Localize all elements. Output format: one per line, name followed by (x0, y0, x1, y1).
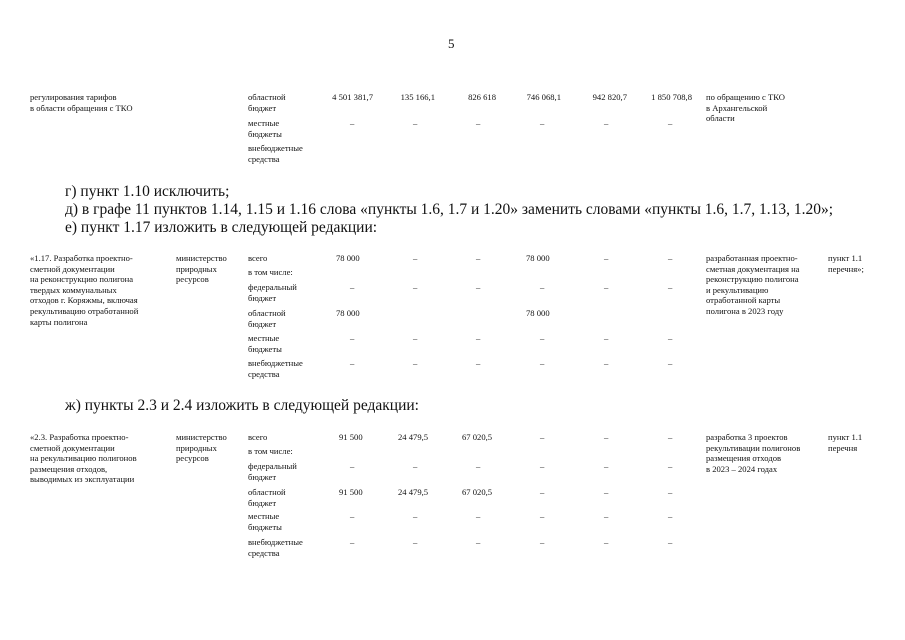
value-cell: – (604, 511, 609, 521)
source-label (248, 282, 297, 303)
result-line: в Архангельской (706, 102, 768, 113)
executor-line: ресурсов (176, 453, 209, 464)
result-line: и рекультивацию (706, 284, 769, 295)
source-line: областной (248, 308, 286, 318)
name-line: сметной документации (30, 263, 115, 274)
reference-line: пункт 1.1 (828, 432, 863, 442)
reference (828, 253, 864, 274)
source-line: бюджеты (248, 343, 282, 354)
expected-result (706, 253, 799, 317)
source-line: бюджет (248, 318, 277, 329)
source-line: бюджет (248, 471, 277, 482)
name-line: выводимых из эксплуатации (30, 474, 135, 485)
reference-line: пункт 1.1 (828, 253, 863, 263)
source-line: средства (248, 547, 280, 558)
result-line: в 2023 – 2024 годах (706, 463, 778, 474)
value-cell: – (476, 333, 481, 343)
value-cell: 746 068,1 (526, 92, 561, 102)
value-cell: – (476, 118, 481, 128)
source-label (248, 461, 297, 482)
item-name (30, 253, 138, 327)
source-line: бюджеты (248, 521, 282, 532)
source-line: средства (248, 153, 280, 164)
value-cell: – (540, 432, 545, 442)
executor (176, 253, 227, 285)
value-cell: – (413, 118, 418, 128)
value-cell: – (540, 118, 545, 128)
value-cell: 24 479,5 (398, 487, 429, 497)
source-label (248, 487, 286, 508)
source-label (248, 92, 286, 113)
result-line: области (706, 113, 735, 124)
value-cell: 78 000 (526, 308, 550, 318)
source-label (248, 358, 303, 379)
source-line: бюджет (248, 497, 277, 508)
value-cell: – (668, 118, 673, 128)
value-cell: 1 850 708,8 (651, 92, 692, 102)
reference (828, 432, 862, 453)
value-cell: – (668, 461, 673, 471)
value-cell: – (668, 253, 673, 263)
value-cell: – (540, 461, 545, 471)
value-cell: 135 166,1 (400, 92, 435, 102)
value-cell: – (476, 537, 481, 547)
source-line: средства (248, 368, 280, 379)
executor-line: природных (176, 442, 217, 453)
result-line: по обращению с ТКО (706, 92, 785, 102)
page-number: 5 (448, 36, 455, 51)
value-cell: – (668, 432, 673, 442)
value-cell: – (350, 118, 355, 128)
executor-line: природных (176, 263, 217, 274)
source-label: в том числе: (248, 267, 293, 277)
value-cell: – (350, 511, 355, 521)
value-cell: – (540, 537, 545, 547)
value-cell: 67 020,5 (462, 432, 493, 442)
name-line: на рекультивацию полигонов (30, 453, 137, 464)
source-label (248, 333, 282, 354)
executor-line: министерство (176, 253, 227, 263)
value-cell: 78 000 (336, 253, 360, 263)
value-cell: – (604, 358, 609, 368)
amendment-zh: ж) пункты 2.3 и 2.4 изложить в следующей редакции: (65, 397, 419, 414)
value-cell: – (350, 358, 355, 368)
value-cell: – (604, 432, 609, 442)
reference-line: перечня»; (828, 263, 864, 274)
name-line: твердых коммунальных (30, 284, 117, 295)
source-line: местные (248, 333, 280, 343)
value-cell: – (413, 358, 418, 368)
name-line: «1.17. Разработка проектно- (30, 253, 133, 263)
value-cell: – (540, 358, 545, 368)
source-label (248, 537, 303, 558)
value-cell: – (476, 461, 481, 471)
source-line: бюджет (248, 292, 277, 303)
name-line: карты полигона (30, 316, 88, 327)
amendment-d: д) в графе 11 пунктов 1.14, 1.15 и 1.16 слова «пункты 1.6, 1.7 и 1.20» заменить словами «пункты 1.6, 1.7, 1.13, 1.20»; (65, 201, 834, 218)
source-line: местные (248, 118, 280, 128)
top-item-name (30, 92, 133, 113)
source-line: областной (248, 487, 286, 497)
value-cell: – (476, 282, 481, 292)
value-cell: – (413, 253, 418, 263)
result-line: отработанной карты (706, 295, 781, 306)
source-line: федеральный (248, 282, 297, 292)
value-cell: 91 500 (339, 432, 363, 442)
value-cell: – (668, 511, 673, 521)
source-line: федеральный (248, 461, 297, 471)
value-cell: – (476, 253, 481, 263)
name-line: в области обращения с ТКО (30, 102, 133, 113)
result-line: разработанная проектно- (706, 253, 798, 263)
value-cell: – (350, 282, 355, 292)
reference-line: перечня (828, 442, 858, 453)
value-cell: 67 020,5 (462, 487, 493, 497)
item-name (30, 432, 137, 485)
source-label: всего (248, 432, 268, 442)
result-line: разработка 3 проектов (706, 432, 788, 442)
executor-line: ресурсов (176, 274, 209, 285)
expected-result (706, 432, 800, 474)
source-line: внебюджетные (248, 537, 303, 547)
source-label: в том числе: (248, 446, 293, 456)
value-cell: – (604, 253, 609, 263)
value-cell: – (540, 282, 545, 292)
value-cell: – (668, 358, 673, 368)
value-cell: – (413, 333, 418, 343)
value-cell: – (604, 118, 609, 128)
value-cell: 78 000 (526, 253, 550, 263)
value-cell: 91 500 (339, 487, 363, 497)
value-cell: – (540, 333, 545, 343)
value-cell: 24 479,5 (398, 432, 429, 442)
source-line: областной (248, 92, 286, 102)
expected-result (706, 92, 785, 124)
value-cell: – (604, 333, 609, 343)
result-line: сметная документация на (706, 263, 800, 274)
value-cell: – (476, 511, 481, 521)
value-cell: – (413, 461, 418, 471)
value-cell: – (604, 487, 609, 497)
result-line: реконструкцию полигона (706, 274, 799, 285)
source-line: бюджеты (248, 128, 282, 139)
source-label (248, 118, 282, 139)
value-cell: – (413, 511, 418, 521)
value-cell: – (540, 487, 545, 497)
amendment-e: е) пункт 1.17 изложить в следующей редакции: (65, 219, 378, 236)
value-cell: 826 618 (468, 92, 496, 102)
name-line: сметной документации (30, 442, 115, 453)
value-cell: 4 501 381,7 (332, 92, 373, 102)
result-line: размещения отходов (706, 453, 782, 464)
value-cell: – (350, 333, 355, 343)
value-cell: – (604, 461, 609, 471)
name-line: рекультивацию отработанной (30, 305, 139, 316)
value-cell: – (413, 537, 418, 547)
value-cell: – (540, 511, 545, 521)
name-line: регулирования тарифов (30, 92, 117, 102)
source-label (248, 511, 282, 532)
value-cell: – (668, 537, 673, 547)
value-cell: – (668, 282, 673, 292)
value-cell: – (668, 487, 673, 497)
name-line: на реконструкцию полигона (30, 274, 134, 285)
value-cell: – (604, 537, 609, 547)
source-line: бюджет (248, 102, 277, 113)
amendment-g: г) пункт 1.10 исключить; (65, 183, 230, 200)
value-cell: 942 820,7 (592, 92, 627, 102)
result-line: полигона в 2023 году (706, 305, 784, 316)
source-label (248, 308, 286, 329)
name-line: отходов г. Коряжмы, включая (30, 295, 138, 306)
value-cell: 78 000 (336, 308, 360, 318)
source-label (248, 143, 303, 164)
executor-line: министерство (176, 432, 227, 442)
value-cell: – (350, 461, 355, 471)
value-cell: – (668, 333, 673, 343)
name-line: «2.3. Разработка проектно- (30, 432, 129, 442)
value-cell: – (350, 537, 355, 547)
result-line: рекультивации полигонов (706, 442, 801, 453)
value-cell: – (413, 282, 418, 292)
source-line: местные (248, 511, 280, 521)
value-cell: – (476, 358, 481, 368)
name-line: размещения отходов, (30, 463, 108, 474)
executor (176, 432, 227, 464)
source-label: всего (248, 253, 268, 263)
value-cell: – (604, 282, 609, 292)
source-line: внебюджетные (248, 143, 303, 153)
source-line: внебюджетные (248, 358, 303, 368)
